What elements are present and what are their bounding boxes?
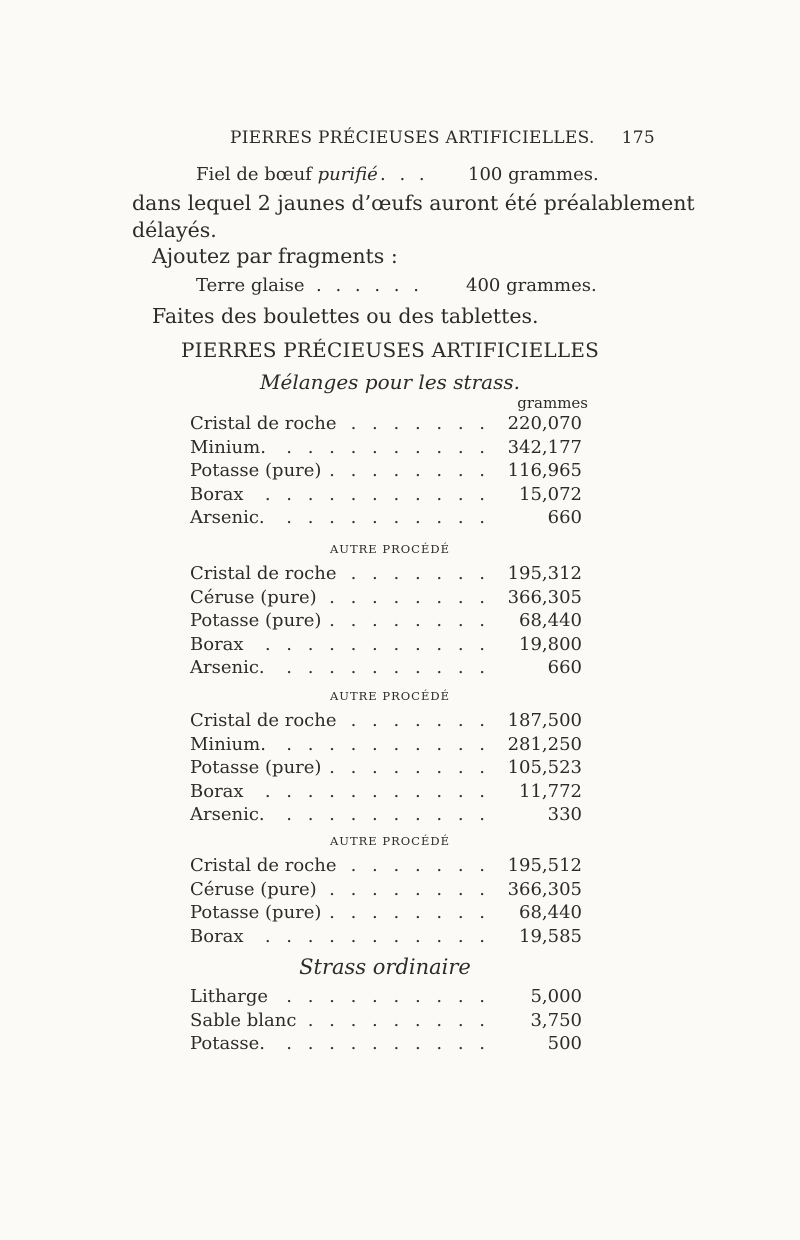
table-row: Borax . . . . . . . . . . . 15,072 xyxy=(190,483,582,505)
leader-dots: . . . . . . . . xyxy=(329,902,490,923)
table-row: Sable blanc . . . . . . . . . 3,750 xyxy=(190,1009,582,1031)
amount: 195,512 xyxy=(507,855,582,876)
leader-dots: . . . xyxy=(380,164,429,185)
leader-dots: . . . . . . . . . . xyxy=(286,986,490,1007)
table-row: Borax . . . . . . . . . . . 19,800 xyxy=(190,633,582,655)
table-row: Litharge . . . . . . . . . . 5,000 xyxy=(190,986,582,1007)
amount: 68,440 xyxy=(519,610,582,631)
amount: 500 xyxy=(547,1033,582,1054)
leader-dots: . . . . . . . . . . xyxy=(286,507,490,528)
table-row: Borax . . . . . . . . . . . 19,585 xyxy=(190,925,582,947)
leader-dots: . . . . . . . . . . . xyxy=(264,483,490,505)
table-row: Arsenic. . . . . . . . . . . 660 xyxy=(190,507,582,528)
recipe-block-4 xyxy=(190,855,590,949)
procede-heading: AUTRE PROCÉDÉ xyxy=(329,689,450,703)
table-row: Cristal de roche . . . . . . . 195,512 xyxy=(190,855,582,876)
section-title: PIERRES PRÉCIEUSES ARTIFICIELLES xyxy=(180,338,600,362)
table-row: Cristal de roche . . . . . . . 195,312 xyxy=(190,563,582,584)
body-text-line: Ajoutez par fragments : xyxy=(152,244,398,268)
amount: 220,070 xyxy=(507,413,582,434)
amount: 187,500 xyxy=(507,710,582,731)
leader-dots: . . . . . . . . . . xyxy=(286,1033,490,1054)
table-row: Minium. . . . . . . . . . . 281,250 xyxy=(190,733,582,755)
recipe-block-3 xyxy=(190,710,590,828)
amount: 15,072 xyxy=(519,483,582,505)
table-row: Arsenic. . . . . . . . . . . 660 xyxy=(190,657,582,678)
ingredient-label: Terre glaise xyxy=(196,275,305,296)
leader-dots: . . . . . . . xyxy=(350,563,490,584)
leader-dots: . . . . . . . . . . . xyxy=(264,633,490,655)
table-row: Cristal de roche . . . . . . . 187,500 xyxy=(190,710,582,731)
leader-dots: . . . . . . . . . . xyxy=(286,436,490,458)
amount: 105,523 xyxy=(507,757,582,778)
table-row: Potasse (pure) . . . . . . . . 68,440 xyxy=(190,902,582,923)
amount: 330 xyxy=(547,804,582,825)
procede-heading: AUTRE PROCÉDÉ xyxy=(329,834,450,848)
leader-dots: . . . . . . . . . xyxy=(307,1009,490,1031)
recipe-block-2 xyxy=(190,563,590,681)
amount: 342,177 xyxy=(507,436,582,458)
body-text-line: dans lequel 2 jaunes d’œufs auront été préalablement xyxy=(132,191,695,215)
ingredient-quantity: 400 grammes. xyxy=(466,275,597,296)
body-text-line: Faites des boulettes ou des tablettes. xyxy=(152,304,539,328)
recipe-line-fiel xyxy=(196,164,378,185)
recipe-block-1 xyxy=(190,413,590,531)
table-row: Arsenic. . . . . . . . . . . 330 xyxy=(190,804,582,825)
ingredient-quantity: 100 grammes. xyxy=(468,164,599,185)
table-row: Borax . . . . . . . . . . . 11,772 xyxy=(190,780,582,802)
table-row: Potasse (pure) . . . . . . . . 116,965 xyxy=(190,460,582,481)
amount: 281,250 xyxy=(507,733,582,755)
body-text-line: délayés. xyxy=(132,218,217,242)
amount: 366,305 xyxy=(507,878,582,900)
leader-dots: . . . . . . . . xyxy=(329,586,490,608)
leader-dots: . . . . . . xyxy=(316,275,423,296)
strass-ordinaire-title: Strass ordinaire xyxy=(299,955,471,979)
amount: 366,305 xyxy=(507,586,582,608)
amount: 68,440 xyxy=(519,902,582,923)
leader-dots: . . . . . . . . xyxy=(329,610,490,631)
table-row: Minium. . . . . . . . . . . 342,177 xyxy=(190,436,582,458)
amount: 19,800 xyxy=(519,633,582,655)
table-row: Potasse (pure) . . . . . . . . 105,523 xyxy=(190,757,582,778)
amount: 660 xyxy=(547,507,582,528)
amount: 3,750 xyxy=(530,1009,582,1031)
amount: 116,965 xyxy=(507,460,582,481)
section-subtitle: Mélanges pour les strass. xyxy=(260,370,520,394)
amount: 5,000 xyxy=(530,986,582,1007)
leader-dots: . . . . . . . . xyxy=(329,757,490,778)
table-row: Céruse (pure) . . . . . . . . 366,305 xyxy=(190,878,582,900)
leader-dots: . . . . . . . . xyxy=(329,878,490,900)
leader-dots: . . . . . . . . . . xyxy=(286,804,490,825)
amount: 19,585 xyxy=(519,925,582,947)
leader-dots: . . . . . . . . xyxy=(329,460,490,481)
leader-dots: . . . . . . . . . . . xyxy=(264,925,490,947)
leader-dots: . . . . . . . xyxy=(350,710,490,731)
leader-dots: . . . . . . . xyxy=(350,855,490,876)
table-row: Potasse (pure) . . . . . . . . 68,440 xyxy=(190,610,582,631)
amount: 195,312 xyxy=(507,563,582,584)
running-head-title: PIERRES PRÉCIEUSES ARTIFICIELLES. xyxy=(230,128,595,148)
unit-label: grammes xyxy=(517,394,588,412)
amount: 11,772 xyxy=(519,780,582,802)
page-number: 175 xyxy=(621,128,655,148)
table-row: Potasse. . . . . . . . . . . 500 xyxy=(190,1033,582,1054)
amount: 660 xyxy=(547,657,582,678)
leader-dots: . . . . . . . . . . xyxy=(286,733,490,755)
ingredient-label: Fiel de bœuf xyxy=(196,164,312,185)
ingredient-qualifier: purifié xyxy=(317,164,378,185)
leader-dots: . . . . . . . xyxy=(350,413,490,434)
recipe-block-strass-ordinaire xyxy=(190,986,590,1057)
procede-heading: AUTRE PROCÉDÉ xyxy=(329,542,450,556)
table-row: Céruse (pure) . . . . . . . . 366,305 xyxy=(190,586,582,608)
table-row: Cristal de roche . . . . . . . 220,070 xyxy=(190,413,582,434)
leader-dots: . . . . . . . . . . xyxy=(286,657,490,678)
leader-dots: . . . . . . . . . . . xyxy=(264,780,490,802)
